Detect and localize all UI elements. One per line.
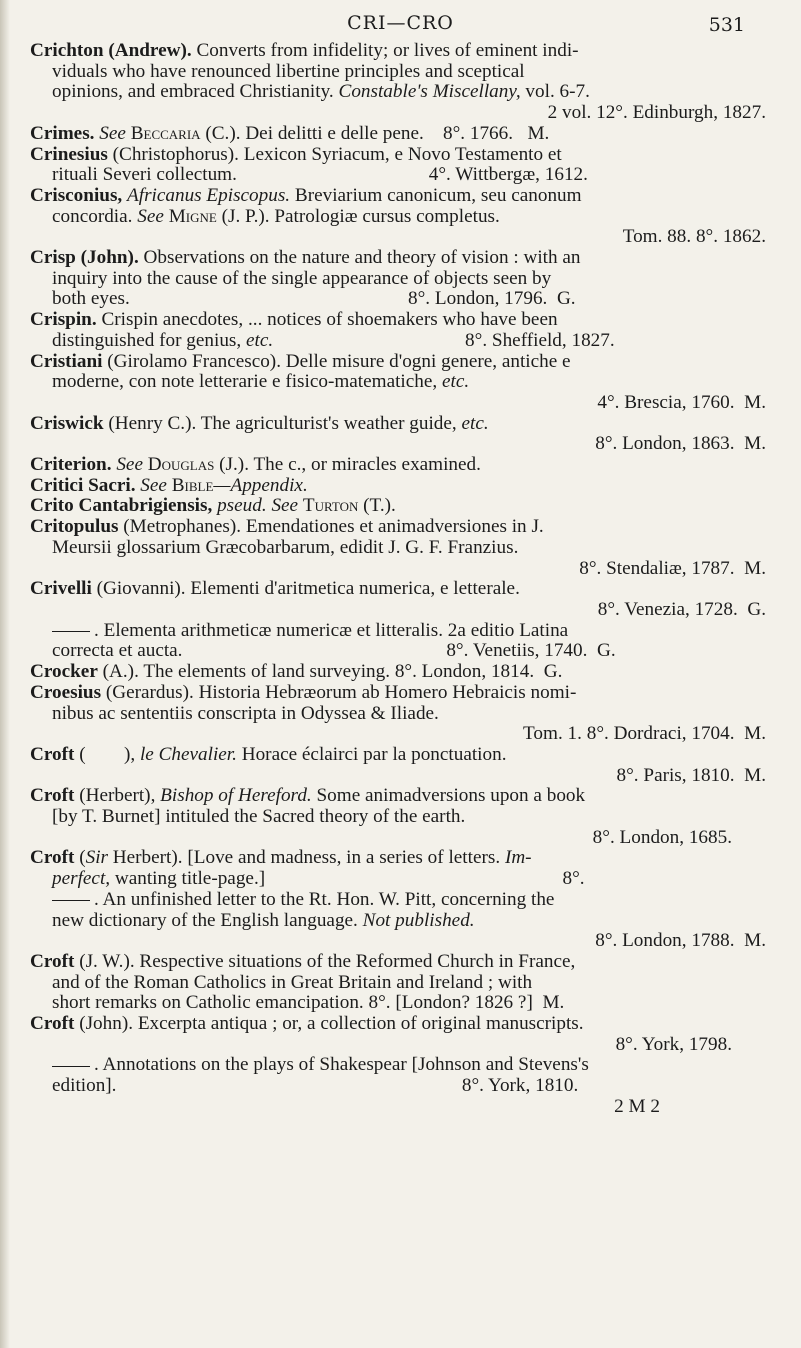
entry-crisconius: Crisconius, Africanus Episcopus. Breviarium canonicum, seu canonum concordia. See Migne (J. P.). Patrologiæ cursus completus. Tom. 88. 8°. 1862. <box>30 185 766 248</box>
entry-heading: Crichton (Andrew). <box>30 41 192 61</box>
entry-croft-jw: Croft (J. W.). Respective situations of the Reformed Church in France, and of the Roman Catholics in Great Britain and Ireland ; with short remarks on Catholic emancipation. 8°. [London? 1826 ?] M. <box>30 951 576 1014</box>
entry-crisp: Crisp (John). Observations on the nature and theory of vision : with an inquiry into the cause of the single appearance of objects seen by both eyes. 8°. London, 1796. G. <box>30 248 581 310</box>
catalogue-entries <box>30 41 770 1118</box>
entry-crito: Crito Cantabrigiensis, pseud. See Turton (T.). <box>30 496 396 517</box>
entry-croft-chevalier: Croft ( ), le Chevalier. Horace éclairci par la ponctuation. 8°. Paris, 1810. M. <box>30 744 766 786</box>
entry-crocker: Crocker (A.). The elements of land surveying. 8°. London, 1814. G. <box>30 662 563 683</box>
ditto-dash <box>52 631 90 632</box>
entry-crispin: Crispin. Crispin anecdotes, ... notices of shoemakers who have been distinguished for genius, etc. 8°. Sheffield, 1827. <box>30 310 615 351</box>
entry-crinesius: Crinesius (Christophorus). Lexicon Syriacum, e Novo Testamento et rituali Severi collectum. 4°. Wittbergæ, 1612. <box>30 144 588 186</box>
entry-croesius: Croesius (Gerardus). Historia Hebræorum ab Homero Hebraicis nomi- nibus ac sententiis conscripta in Odyssea & Iliade. Tom. 1. 8°. Dordraci, 1704. M. <box>30 682 766 745</box>
entry-crivelli: Crivelli (Giovanni). Elementi d'aritmetica numerica, e letterale. 8°. Venezia, 1728. G. . Elementa arithmeticæ numericæ et litteralis. 2a editio Latina correcta et aucta. 8°. Venetiis, 1740. G. <box>30 579 766 662</box>
running-head: CRI—CRO <box>347 12 454 34</box>
entry-critici-sacri: Critici Sacri. See Bible—Appendix. <box>30 475 308 496</box>
signature-mark: 2 M 2 <box>614 1096 660 1117</box>
entry-croft-herbert-bishop: Croft (Herbert), Bishop of Hereford. Some animadversions upon a book [by T. Burnet] intituled the Sacred theory of the earth. 8°. London, 1685. <box>30 786 732 848</box>
ditto-dash <box>52 1066 90 1067</box>
page-number: 531 <box>708 14 745 36</box>
entry-critopulus: Critopulus (Metrophanes). Emendationes et animadversiones in J. Meursii glossarium Græcobarbarum, edidit J. G. F. Franzius. 8°. Stendaliæ, 1787. M. <box>30 517 766 579</box>
entry-crimes: Crimes. See Beccaria (C.). Dei delitti e delle pene. 8°. 1766. M. <box>30 123 550 144</box>
entry-croft-john: Croft (John). Excerpta antiqua ; or, a collection of original manuscripts. 8°. York, 1798. . Annotations on the plays of Shakespear [Johnson and Stevens's edition]. 8°. York, 1810. <box>30 1014 732 1097</box>
entry-criterion: Criterion. See Douglas (J.). The c., or miracles examined. <box>30 455 481 476</box>
ditto-dash <box>52 900 90 901</box>
page-edge-shadow <box>0 0 10 1348</box>
entry-cristiani: Cristiani (Girolamo Francesco). Delle misure d'ogni genere, antiche e moderne, con note letterarie e fisico-matematiche, etc. 4°. Brescia, 1760. M. <box>30 351 766 413</box>
entry-criswick: Criswick (Henry C.). The agriculturist's weather guide, etc. 8°. London, 1863. M. <box>30 413 766 455</box>
entry-croft-sir-herbert: Croft (Sir Herbert). [Love and madness, in a series of letters. Im- perfect, wanting title-page.] 8°. . An unfinished letter to the Rt. Hon. W. Pitt, concerning the new dictionary of the English language. Not published. 8°. London, 1788. M. <box>30 848 766 952</box>
entry-crichton: Crichton (Andrew). Converts from infidelity; or lives of eminent indi- viduals who have renounced libertine principles and sceptical opinions, and embraced Christianity. Constable's Miscellany, vol. 6-7. 2 vol. 12°. Edinburgh, 1827. <box>30 41 766 124</box>
